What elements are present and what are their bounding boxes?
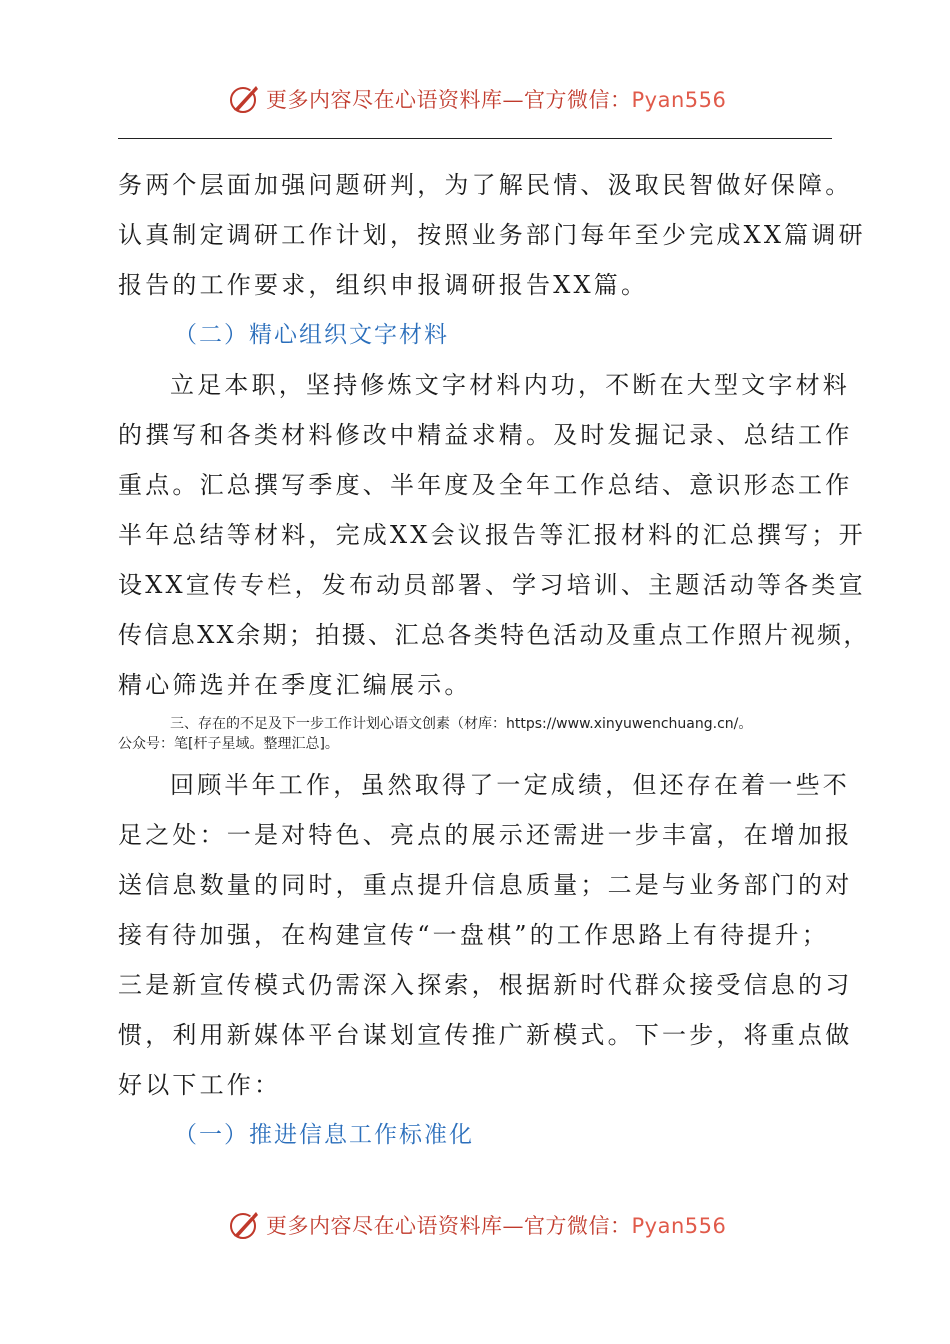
paragraph-line: 好以下工作： bbox=[118, 1071, 282, 1099]
paragraph-line: 务两个层面加强问题研判，为了解民情、汲取民智做好保障。 bbox=[118, 171, 853, 199]
wechat-id: Pyan556 bbox=[631, 1214, 727, 1238]
paragraph-line: 认真制定调研工作计划，按照业务部门每年至少完成XX篇调研 bbox=[118, 221, 866, 249]
footer-banner-text: 更多内容尽在心语资料库—官方微信：Pyan556 bbox=[266, 1214, 727, 1238]
note-line: 公众号：笔[杆子星域。整理汇总]。 bbox=[118, 736, 339, 752]
header-divider bbox=[118, 138, 832, 139]
quill-pen-icon bbox=[228, 82, 262, 116]
paragraph-line: 精心筛选并在季度汇编展示。 bbox=[118, 671, 472, 699]
paragraph-line: 半年总结等材料，完成XX会议报告等汇报材料的汇总撰写；开 bbox=[118, 521, 866, 549]
footer-banner bbox=[0, 1208, 950, 1248]
paragraph-line: 惯，利用新媒体平台谋划宣传推广新模式。下一步，将重点做 bbox=[118, 1021, 853, 1049]
note-line: 三、存在的不足及下一步工作计划心语文创素（材库：https://www.xinyuwenchuang.cn/。 bbox=[170, 716, 753, 732]
section-heading: （二）精心组织文字材料 bbox=[174, 322, 449, 348]
header-banner bbox=[0, 82, 950, 122]
paragraph-line: 接有待加强，在构建宣传“一盘棋”的工作思路上有待提升； bbox=[118, 921, 829, 949]
paragraph-line: 传信息XX余期；拍摄、汇总各类特色活动及重点工作照片视频， bbox=[118, 621, 870, 649]
paragraph-line: 送信息数量的同时，重点提升信息质量；二是与业务部门的对 bbox=[118, 871, 853, 899]
paragraph-line: 重点。汇总撰写季度、半年度及全年工作总结、意识形态工作 bbox=[118, 471, 853, 499]
paragraph-line: 报告的工作要求，组织申报调研报告XX篇。 bbox=[118, 271, 649, 299]
paragraph-line: 立足本职，坚持修炼文字材料内功，不断在大型文字材料 bbox=[170, 371, 850, 399]
quill-pen-icon bbox=[228, 1208, 262, 1242]
paragraph-line: 设XX宣传专栏，发布动员部署、学习培训、主题活动等各类宣 bbox=[118, 571, 866, 599]
header-banner-text: 更多内容尽在心语资料库—官方微信：Pyan556 bbox=[266, 88, 727, 112]
paragraph-line: 回顾半年工作，虽然取得了一定成绩，但还存在着一些不 bbox=[170, 771, 850, 799]
section-three-note bbox=[118, 710, 836, 760]
wechat-id: Pyan556 bbox=[631, 88, 727, 112]
paragraph-line: 的撰写和各类材料修改中精益求精。及时发掘记录、总结工作 bbox=[118, 421, 853, 449]
document-body bbox=[118, 160, 870, 1160]
paragraph-line: 三是新宣传模式仍需深入探索，根据新时代群众接受信息的习 bbox=[118, 971, 853, 999]
section-heading: （一）推进信息工作标准化 bbox=[174, 1122, 474, 1148]
paragraph-line: 足之处：一是对特色、亮点的展示还需进一步丰富，在增加报 bbox=[118, 821, 853, 849]
